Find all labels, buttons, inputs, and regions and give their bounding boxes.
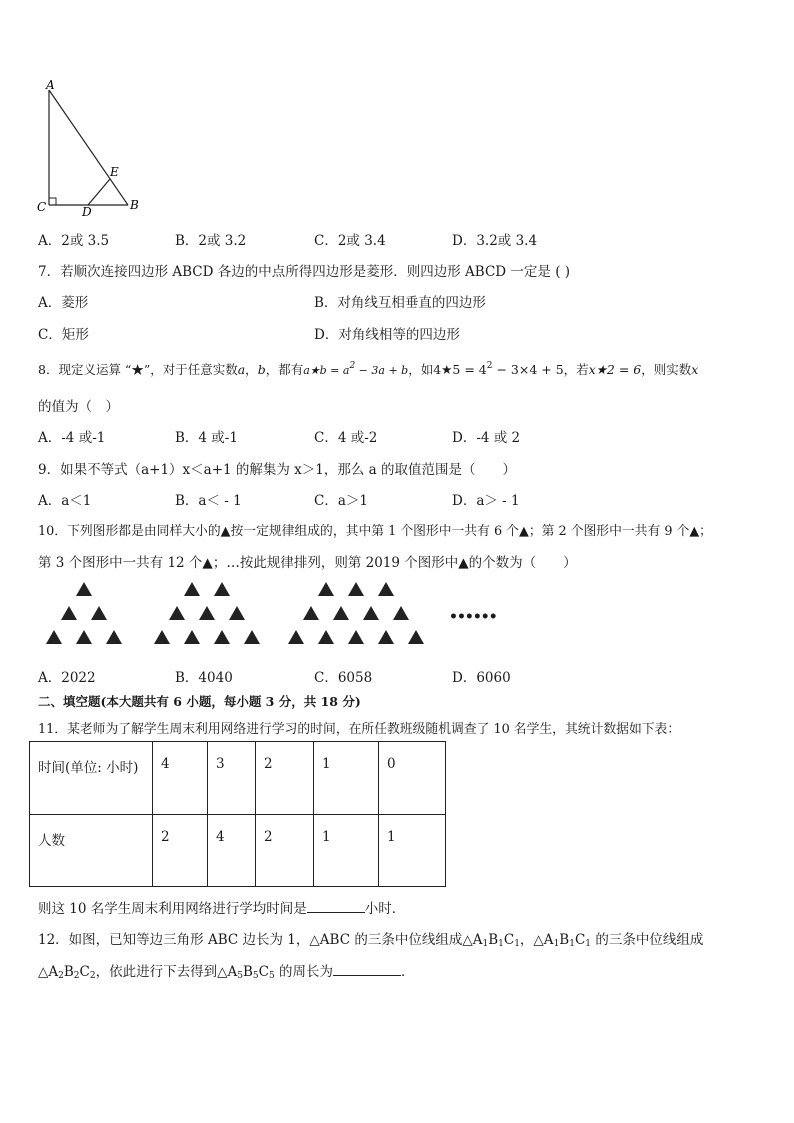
q11-answer-blank[interactable]: [307, 898, 365, 913]
q10-pattern-2: [148, 582, 268, 646]
q12-line1-c: C: [503, 932, 515, 948]
table-cell: 1: [314, 815, 379, 887]
triangle-mark: [214, 582, 230, 596]
q12-line2-c: C: [79, 964, 90, 980]
q6-option-a: A．2或 3.5: [38, 233, 110, 249]
q8-condition: x★2 = 6: [588, 362, 642, 377]
q8-example: [433, 362, 563, 377]
q7-option-c: C．矩形: [38, 327, 89, 343]
q8-def-rhs: − 3a + b: [355, 364, 409, 377]
q8-definition: [303, 361, 409, 377]
q7-option-a: A．菱形: [38, 295, 89, 311]
q8-var-a: a: [237, 362, 246, 377]
q10-option-b: B．4040: [175, 670, 233, 686]
q8-sep1: ，: [245, 362, 258, 377]
triangle-mark: [106, 630, 122, 644]
subscript: 1: [585, 939, 592, 949]
q8-var-x: x: [691, 362, 699, 377]
triangle-mark: [76, 630, 92, 644]
q12-line1-b: B: [488, 932, 499, 948]
q10-stem-line2: 第 3 个图形中一共有 12 个▲；…按此规律排列，则第 2019 个图形中▲的个数为（ ）: [38, 555, 577, 571]
subscript: 1: [569, 939, 575, 949]
q8-def-lhs: a★b = a: [303, 364, 350, 377]
q8-mid2: ，如: [408, 362, 434, 377]
q6-option-d: D．3.2或 3.4: [452, 233, 538, 249]
q12-line2-suffix: 的周长为: [274, 964, 334, 980]
q10-option-a: A．2022: [38, 670, 96, 686]
q8-mid: ，都有: [265, 362, 304, 377]
q12-line1-suffix: 的三条中位线组成: [591, 932, 704, 948]
q6-triangle-figure: [30, 78, 150, 218]
q7-option-b: B．对角线互相垂直的四边形: [314, 295, 486, 311]
segment-de: [88, 179, 110, 205]
q8-option-d: D．-4 或 2: [452, 430, 521, 446]
q12-stem-line2: [38, 960, 415, 981]
q8-def-exp: 2: [349, 361, 356, 371]
q12-line2-mid: ，依此进行下去得到△A: [95, 964, 238, 980]
triangle-mark: [318, 630, 334, 644]
q8-stem-line1: [38, 360, 698, 378]
triangle-mark: [363, 606, 379, 620]
q12-line1-prefix: 12．如图，已知等边三角形 ABC 边长为 1，△ABC 的三条中位线组成△A: [38, 932, 483, 948]
q10-stem-line1: 10．下列图形都是由同样大小的▲按一定规律组成的，其中第 1 个图形中一共有 6 个▲；第 2 个图形中一共有 9 个▲；: [38, 524, 712, 539]
triangle-mark: [303, 606, 319, 620]
q12-end: ．: [401, 964, 415, 980]
label-a: A: [46, 78, 55, 92]
right-angle-mark: [49, 198, 56, 205]
subscript: 2: [89, 971, 96, 981]
triangle-mark: [378, 582, 394, 596]
triangle-mark: [378, 630, 394, 644]
triangle-mark: [214, 630, 230, 644]
triangle-mark: [348, 582, 364, 596]
table-row: [30, 742, 446, 815]
table-row: [30, 815, 446, 887]
triangle-mark: [91, 606, 107, 620]
q6-option-c: C．2或 3.4: [314, 233, 386, 249]
q9-option-c: C．a＞1: [314, 493, 368, 509]
q11-answer-line: [38, 897, 405, 917]
q10-pattern-1: [40, 582, 130, 646]
q8-option-c: C．4 或-2: [314, 430, 378, 446]
subscript: 2: [73, 971, 80, 981]
label-d: D: [82, 205, 92, 218]
triangle-mark: [199, 606, 215, 620]
subscript: 1: [514, 939, 520, 949]
q10-ellipsis: ••••••: [449, 609, 497, 625]
subscript: 5: [252, 971, 259, 981]
q12-line2-b: B: [63, 964, 74, 980]
q7-option-d: D．对角线相等的四边形: [314, 327, 460, 343]
section-title-fill-in: 二、填空题(本大题共有 6 小题，每小题 3 分，共 18 分): [38, 694, 361, 709]
table-cell: 2: [256, 742, 314, 815]
table-cell: 1: [314, 742, 379, 815]
q10-pattern-3: [282, 582, 432, 646]
q8-var-b: b: [257, 362, 266, 377]
table-cell: 时间(单位: 小时): [30, 742, 153, 815]
q8-mid4: ，则实数: [641, 362, 692, 377]
q8-mid3: ，若: [563, 362, 589, 377]
subscript: 1: [553, 939, 560, 949]
table-cell: 2: [256, 815, 314, 887]
side-ab: [49, 90, 128, 205]
label-c: C: [37, 200, 47, 214]
q11-data-table: [29, 741, 446, 887]
table-cell: 4: [208, 815, 256, 887]
triangle-mark: [169, 606, 185, 620]
q7-stem: 7．若顺次连接四边形 ABCD 各边的中点所得四边形是菱形．则四边形 ABCD 一定是 ( ): [38, 264, 571, 280]
q12-answer-blank[interactable]: [333, 961, 401, 976]
q9-stem: 9．如果不等式（a+1）x＜a+1 的解集为 x＞1，那么 a 的取值范围是（ ）: [38, 462, 517, 478]
q12-line2-a: △A: [38, 964, 59, 980]
triangle-mark: [318, 582, 334, 596]
q11-after-prefix: 则这 10 名学生周末利用网络进行学均时间是: [38, 901, 307, 917]
triangle-mark: [46, 630, 62, 644]
q6-option-b: B．2或 3.2: [175, 233, 247, 249]
triangle-mark: [76, 582, 92, 596]
subscript: 5: [268, 971, 275, 981]
triangle-mark: [348, 630, 364, 644]
table-cell: 3: [208, 742, 256, 815]
triangle-mark: [244, 630, 260, 644]
q10-option-c: C．6058: [314, 670, 373, 686]
triangle-mark: [184, 630, 200, 644]
q8-example-rhs: − 3×4 + 5: [492, 362, 564, 377]
table-cell: 2: [153, 815, 208, 887]
subscript: 1: [498, 939, 504, 949]
q8-option-a: A．-4 或-1: [38, 430, 106, 446]
q10-option-d: D．6060: [452, 670, 511, 686]
q12-stem-line1: [38, 928, 703, 949]
q12-line2-b5: B: [242, 964, 253, 980]
q11-after-suffix: 小时．: [364, 901, 406, 917]
q8-stem-line2: 的值为（ ）: [38, 399, 119, 415]
triangle-mark: [184, 582, 200, 596]
q11-stem: 11．某老师为了解学生周末利用网络进行学习的时间，在所任教班级随机调查了 10 名学生，其统计数据如下表：: [38, 722, 681, 737]
table-cell: 人数: [30, 815, 153, 887]
q9-option-d: D．a＞ - 1: [452, 493, 520, 509]
q8-option-b: B．4 或-1: [175, 430, 238, 446]
q9-option-a: A．a＜1: [38, 493, 92, 509]
q8-example-exp: 2: [486, 361, 493, 371]
q9-option-b: B．a＜ - 1: [175, 493, 242, 509]
triangle-mark: [393, 606, 409, 620]
table-cell: 4: [153, 742, 208, 815]
subscript: 1: [482, 939, 489, 949]
q12-line1-b2: B: [559, 932, 570, 948]
table-cell: 1: [379, 815, 446, 887]
q8-example-lhs: 4★5 = 4: [433, 362, 487, 377]
triangle-mark: [333, 606, 349, 620]
q12-line1-c2: C: [574, 932, 586, 948]
triangle-mark: [61, 606, 77, 620]
subscript: 2: [58, 971, 64, 981]
label-b: B: [130, 198, 139, 212]
triangle-mark: [288, 630, 304, 644]
table-cell: 0: [379, 742, 446, 815]
q12-line1-a2: ，△A: [519, 932, 554, 948]
triangle-mark: [229, 606, 245, 620]
label-e: E: [110, 165, 119, 179]
q12-line2-c5: C: [258, 964, 269, 980]
triangle-mark: [154, 630, 170, 644]
triangle-mark: [408, 630, 424, 644]
q8-stem-prefix: 8．现定义运算 “★”，对于任意实数: [38, 362, 238, 377]
subscript: 5: [237, 971, 243, 981]
